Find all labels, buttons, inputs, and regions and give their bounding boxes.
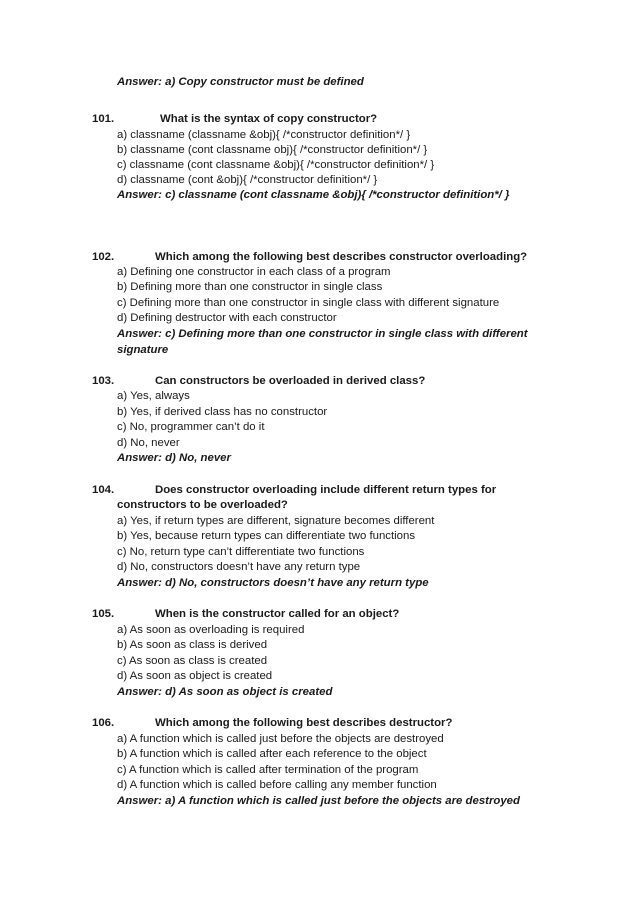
answer: Answer: d) No, never [117,452,231,464]
option-b: b) A function which is called after each reference to the object [117,748,427,760]
option-c: c) Defining more than one constructor in single class with different signature [117,297,500,309]
answer: Answer: c) classname (cont classname &obj){ /*constructor definition*/ } [117,189,510,201]
option-b: b) Yes, if derived class has no constructor [117,406,328,418]
option-d: d) No, never [117,437,180,449]
question-number: 106. [92,717,115,729]
question-number: 104. [92,484,115,496]
question-text: Can constructors be overloaded in derived class? [155,375,426,387]
question-text: Which among the following best describes destructor? [155,717,453,729]
option-b: b) Defining more than one constructor in single class [117,281,383,293]
option-c: c) classname (cont classname &obj){ /*constructor definition*/ } [117,159,435,171]
answer: Answer: a) A function which is called just before the objects are destroyed [117,795,520,807]
option-d: d) No, constructors doesn’t have any return type [117,561,361,573]
option-a: a) classname (classname &obj){ /*constructor definition*/ } [117,129,411,141]
question-number: 101. [92,113,115,125]
question-text: Which among the following best describes constructor overloading? [155,251,528,263]
option-c: c) No, programmer can’t do it [117,421,265,433]
question-number: 105. [92,608,115,620]
option-a: a) As soon as overloading is required [117,624,305,636]
option-b: b) As soon as class is derived [117,639,268,651]
option-a: a) A function which is called just before the objects are destroyed [117,733,444,745]
option-a: a) Yes, always [117,390,190,402]
option-c: c) No, return type can’t differentiate two functions [117,546,365,558]
option-d: d) classname (cont &obj){ /*constructor definition*/ } [117,174,378,186]
option-d: d) As soon as object is created [117,670,273,682]
answer-continued: signature [117,344,169,356]
answer: Answer: d) No, constructors doesn’t have any return type [117,577,429,589]
question-number: 103. [92,375,115,387]
option-d: d) Defining destructor with each constructor [117,312,337,324]
option-a: a) Yes, if return types are different, signature becomes different [117,515,435,527]
question-text: When is the constructor called for an object? [155,608,400,620]
question-number: 102. [92,251,115,263]
option-c: c) As soon as class is created [117,655,268,667]
top-answer: Answer: a) Copy constructor must be defined [117,76,364,88]
option-d: d) A function which is called before calling any member function [117,779,437,791]
question-text: Does constructor overloading include different return types for [155,484,497,496]
option-b: b) Yes, because return types can differentiate two functions [117,530,416,542]
answer: Answer: c) Defining more than one constructor in single class with different [117,328,528,340]
question-text-continued: constructors to be overloaded? [117,499,288,511]
option-b: b) classname (cont classname obj){ /*constructor definition*/ } [117,144,428,156]
option-a: a) Defining one constructor in each class of a program [117,266,391,278]
option-c: c) A function which is called after termination of the program [117,764,419,776]
question-text: What is the syntax of copy constructor? [160,113,378,125]
answer: Answer: d) As soon as object is created [117,686,333,698]
